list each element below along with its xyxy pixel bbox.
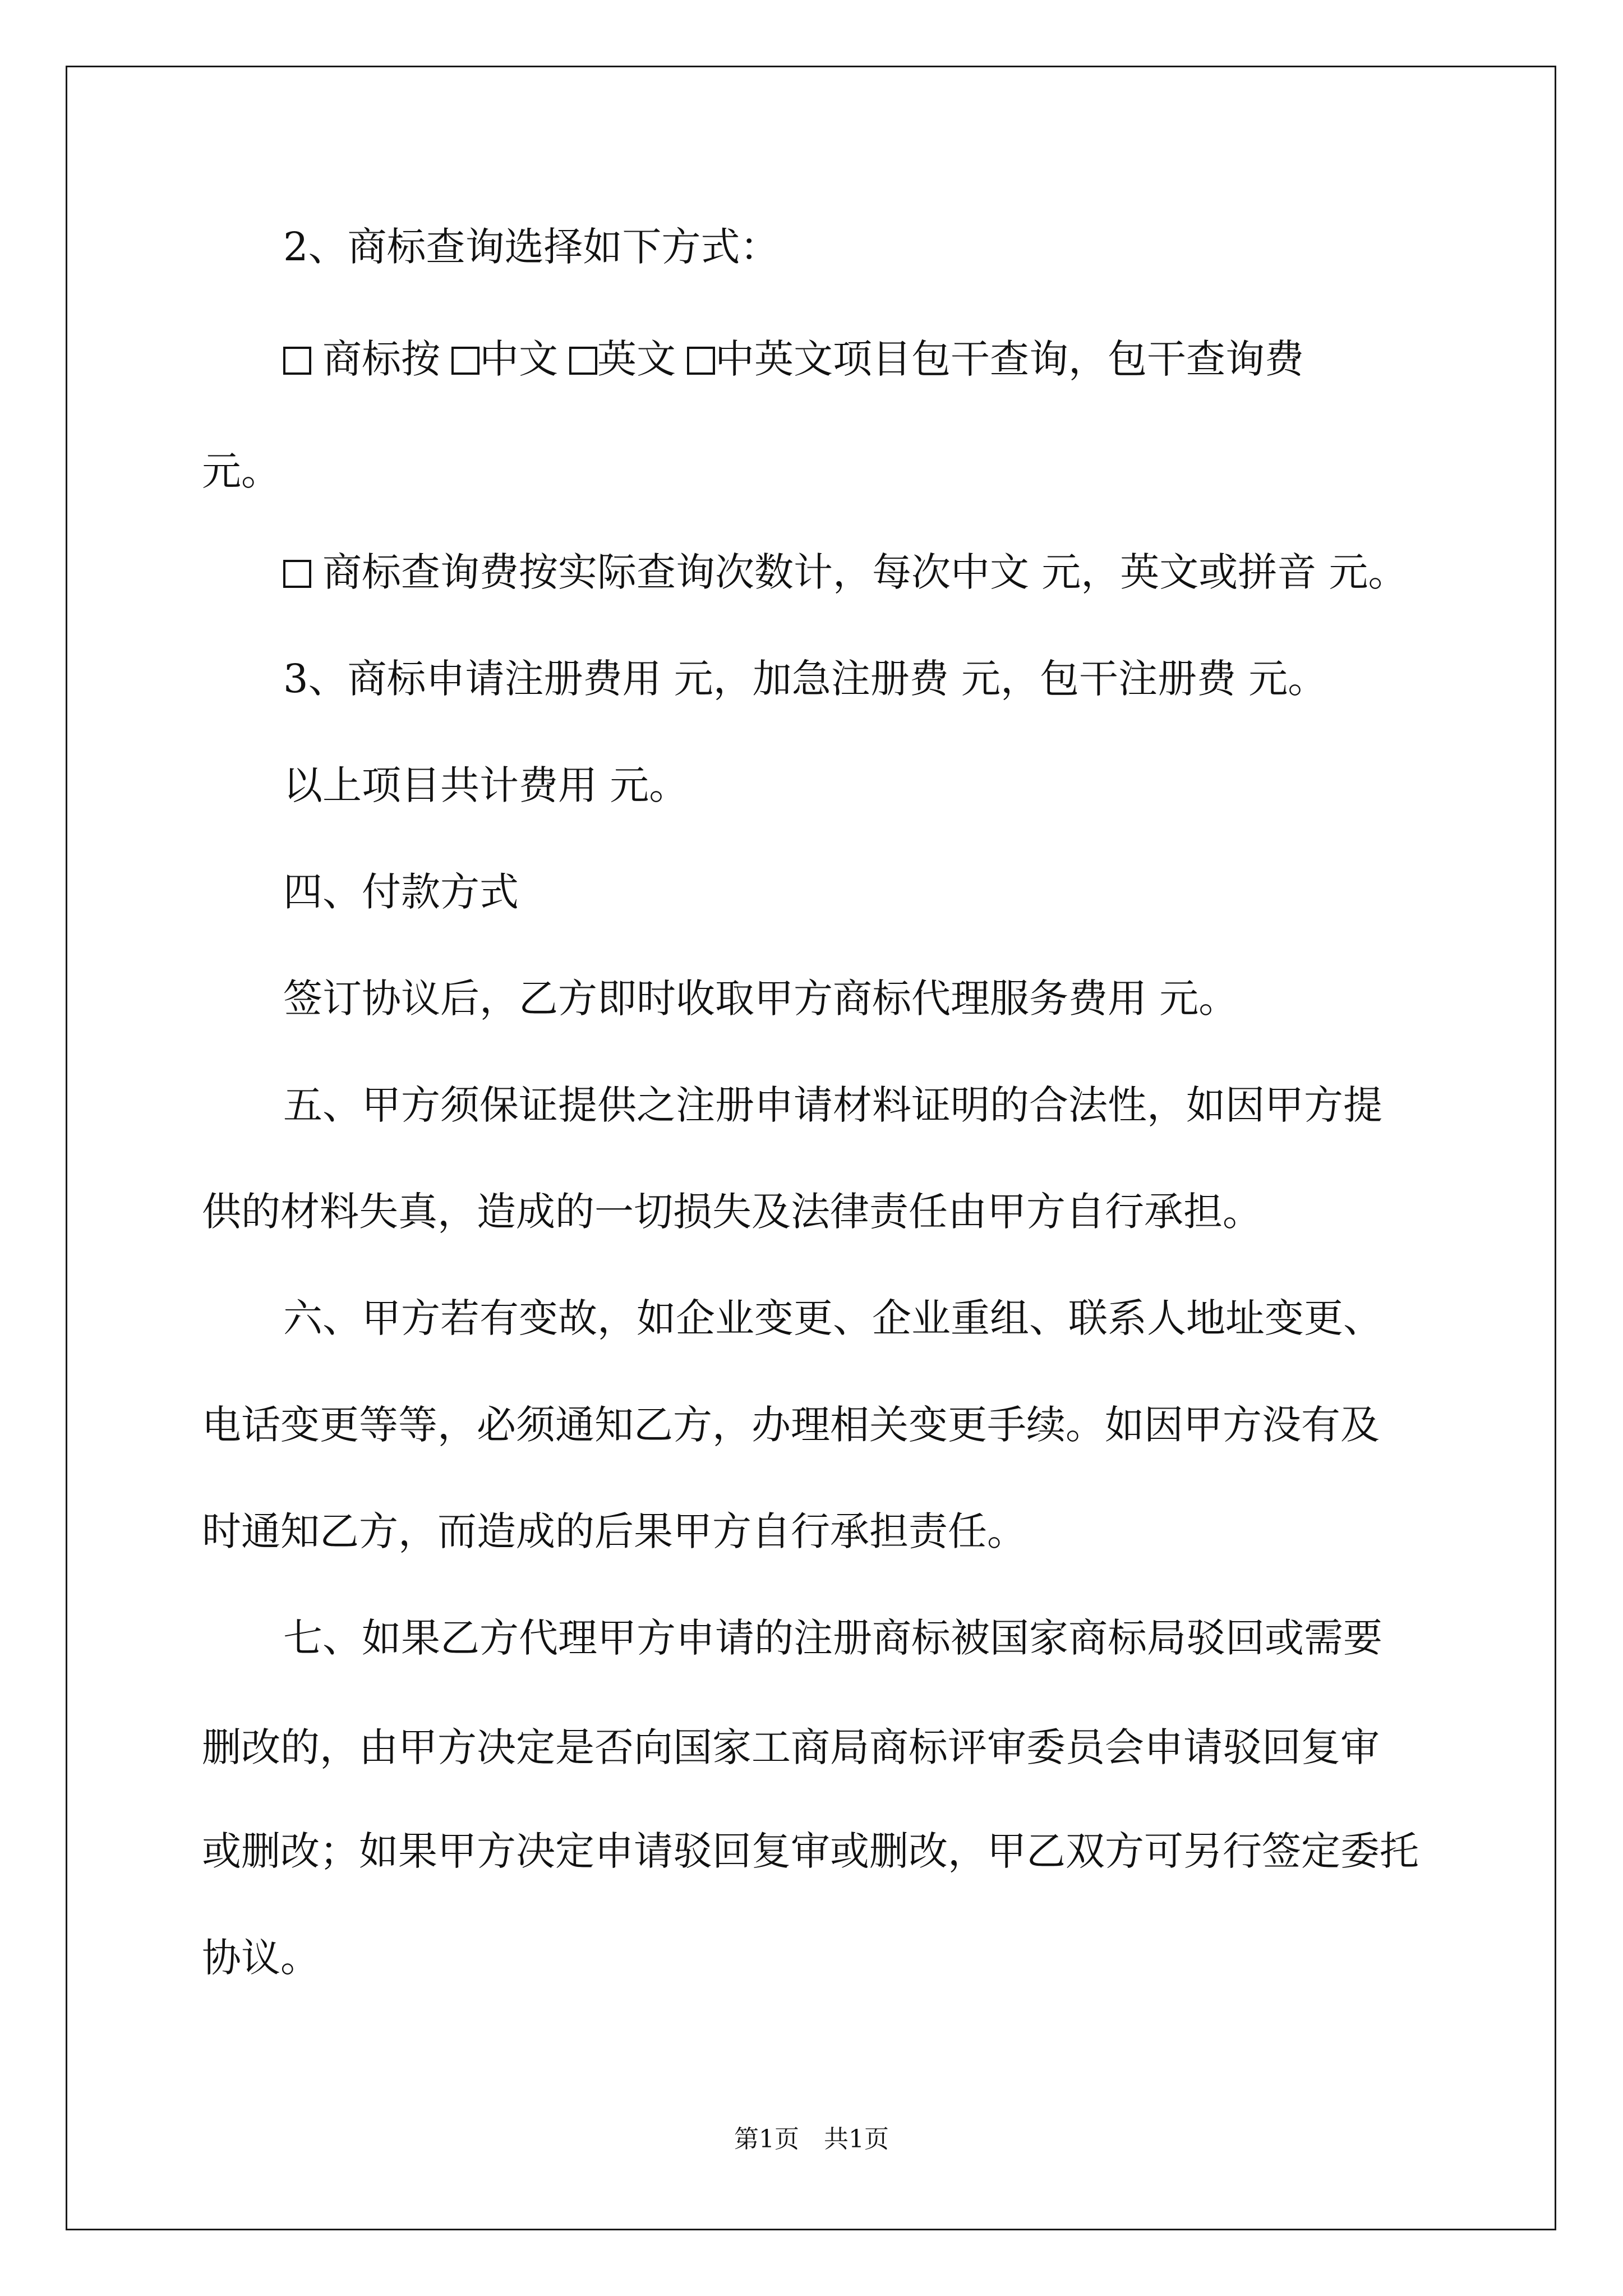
paragraph-payment: 签订协议后，乙方即时收取甲方商标代理服务费用 元。 [283, 976, 1238, 1022]
label-trademark-by: 商标按 [322, 336, 440, 382]
paragraph-clause-7-line-3: 或删改；如果甲方决定申请驳回复审或删改，甲乙双方可另行签定委托 [202, 1828, 1419, 1874]
paragraph-clause-5-line-1: 五、甲方须保证提供之注册申请材料证明的合法性，如因甲方提 [283, 1082, 1382, 1128]
checkbox-package-query[interactable] [283, 347, 311, 375]
paragraph-clause-6-line-3: 时通知乙方，而造成的后果甲方自行承担责任。 [202, 1508, 1026, 1554]
label-chinese-english-package: 中英文项目包干查询，包干查询费 [715, 336, 1304, 382]
label-chinese: 中文 [479, 336, 558, 382]
paragraph-per-query-fee [283, 549, 1408, 595]
heading-payment-method: 四、付款方式 [283, 869, 519, 915]
paragraph-query-method: 2、商标查询选择如下方式： [283, 224, 780, 270]
page-footer [0, 2127, 1623, 2152]
checkbox-english[interactable] [569, 347, 597, 375]
paragraph-package-query-cont: 元。 [202, 448, 280, 494]
checkbox-per-query[interactable] [283, 560, 311, 588]
label-per-query-fee: 商标查询费按实际查询次数计，每次中文 元，英文或拼音 元。 [322, 549, 1408, 595]
paragraph-clause-5-line-2: 供的材料失真，造成的一切损失及法律责任由甲方自行承担。 [202, 1189, 1262, 1235]
label-english: 英文 [597, 336, 676, 382]
checkbox-chinese-english[interactable] [687, 347, 715, 375]
paragraph-registration-fee: 3、商标申请注册费用 元，加急注册费 元，包干注册费 元。 [283, 656, 1327, 702]
page-number-current: 第1页 [734, 2125, 799, 2154]
page-number-total: 共1页 [824, 2125, 889, 2154]
checkbox-chinese[interactable] [451, 347, 479, 375]
page-border [66, 66, 1556, 2230]
paragraph-clause-6-line-1: 六、甲方若有变故，如企业变更、企业重组、联系人地址变更、 [283, 1295, 1382, 1341]
paragraph-clause-6-line-2: 电话变更等等，必须通知乙方，办理相关变更手续。如因甲方没有及 [202, 1402, 1380, 1448]
paragraph-clause-7-line-4: 协议。 [202, 1935, 320, 1981]
paragraph-total-fee: 以上项目共计费用 元。 [283, 762, 689, 808]
paragraph-clause-7-line-2: 删改的，由甲方决定是否向国家工商局商标评审委员会申请驳回复审 [202, 1724, 1380, 1770]
paragraph-clause-7-line-1: 七、如果乙方代理甲方申请的注册商标被国家商标局驳回或需要 [283, 1615, 1382, 1661]
paragraph-package-query [283, 336, 1304, 382]
